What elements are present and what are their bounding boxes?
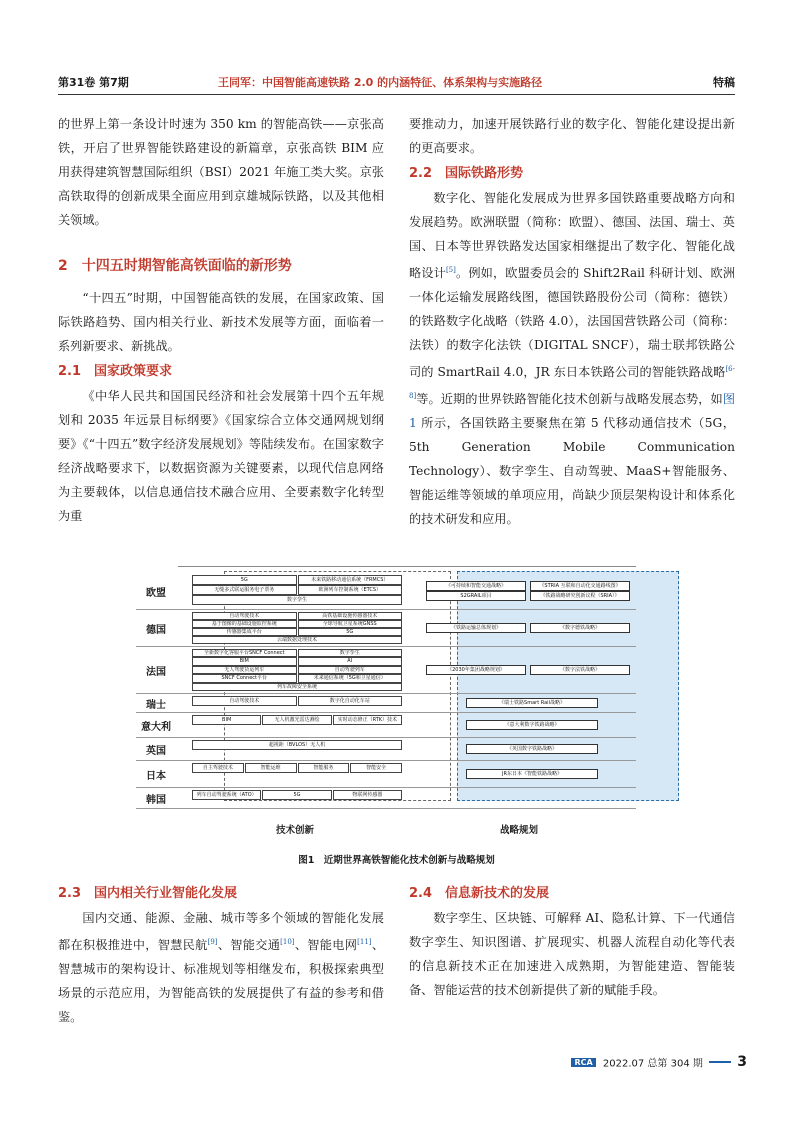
text-run: 、智能交通: [217, 938, 281, 953]
text-run: 国内交通、能源、金融、城市等多个领域的智能化发展都在积极推进中，智慧民航: [58, 911, 384, 953]
figure-row: [136, 610, 636, 647]
strategy-tag: 《数字法铁战略》: [530, 665, 630, 675]
figure-row: [136, 694, 636, 713]
citation-10[interactable]: [10]: [280, 938, 295, 946]
tech-tag: 智能安全: [350, 763, 402, 773]
tech-tag: SNCF Connect平台: [192, 674, 297, 682]
tech-tag: BIM: [192, 657, 297, 665]
tech-tag: 未来铁路移动通信系统（FRMCS）: [298, 575, 403, 585]
paragraph: 要推动力，加速开展铁路行业的数字化、智能化建设提出新的更高要求。: [409, 117, 735, 155]
issue-info: 2022.07 总第 304 期: [602, 1058, 703, 1070]
tech-tag: 自主驾驶技术: [192, 763, 244, 773]
tech-tag: 云端数据处理技术: [192, 636, 402, 644]
arrow-icon: [709, 1061, 731, 1063]
strategy-tag: 《瑞士铁路Smart Rail战略》: [466, 698, 598, 708]
column-label: 特稿: [713, 76, 735, 89]
running-header: [58, 74, 735, 92]
strategy-tag: 《铁路战略研究创新议程（SRIA）》: [530, 591, 630, 601]
strategy-tag: 《英国数字铁路战略》: [466, 744, 598, 754]
right-column-bottom: [409, 882, 735, 1002]
tech-tag: 智能运维: [245, 763, 297, 773]
strategy-tag: 《数字德铁战略》: [530, 623, 630, 633]
strategy-tag: 《可持续和智能交通战略》: [426, 581, 526, 591]
tech-tag: BIM: [192, 715, 261, 725]
figure-country-label: 英国: [146, 746, 166, 757]
tech-tag: 智能服务: [298, 763, 350, 773]
tech-tag: 无缝多式联运服务电子票务: [192, 585, 297, 595]
strategy-tag: JR东日本《智能铁路战略》: [466, 769, 598, 779]
figure-row: [136, 713, 636, 738]
figure-country-label: 日本: [146, 771, 166, 782]
subsection-heading-2-3: 2.3 国内相关行业智能化发展: [58, 886, 238, 901]
figure-row: [136, 573, 636, 610]
figure-row: [136, 761, 636, 788]
strategy-tag: 《STRIA 互联和自动化交通路线图》: [530, 581, 630, 591]
strategy-tag: 《意大利数字铁路战略》: [466, 720, 598, 730]
section-heading-2: 2 十四五时期智能高铁面临的新形势: [58, 258, 292, 274]
text-run: 、智能电网: [294, 938, 358, 953]
subsection-heading-2-2: 2.2 国际铁路形势: [409, 166, 524, 181]
figure-grid: [141, 566, 636, 806]
figure-row: [136, 738, 636, 761]
tech-tag: 欧洲列车控制系统（ETCS）: [298, 585, 403, 595]
strategy-tag: 《2030年集团战略规划》: [426, 665, 526, 675]
tech-tag: 数字孪生: [298, 649, 403, 657]
paragraph: [58, 906, 384, 1029]
volume-issue: 第31卷 第7期: [58, 76, 129, 89]
left-column-top: [58, 112, 384, 528]
tech-tag: 自动驾驶列车: [298, 666, 403, 674]
tech-tag: 5G: [192, 575, 297, 585]
tech-tag: 高铁基础设施传感器技术: [298, 612, 403, 620]
subsection-heading-2-1: 2.1 国家政策要求: [58, 364, 173, 379]
paragraph: “十四五”时期，中国智能高铁的发展，在国家政策、国际铁路趋势、国内相关行业、新技术发展等方面，面临着一系列新要求、新挑战。: [58, 291, 384, 353]
figure-country-label: 韩国: [146, 795, 166, 806]
page-footer: [571, 1054, 747, 1070]
citation-11[interactable]: [11]: [357, 938, 372, 946]
left-column-bottom: [58, 882, 384, 1029]
page-number: 3: [737, 1054, 747, 1070]
tech-tag: 全新数字化客服平台SNCF Connect: [192, 649, 297, 657]
text-run: 。例如，欧盟委员会的 Shift2Rail 科研计划、欧洲一体化运输发展路线图，德国铁路股份公司（简称：德铁）的铁路数字化战略（铁路 4.0），法国国营铁路公司（简称：法铁）的数字化法铁（DIGITAL SNCF），瑞士联邦铁路公司的 SmartRail 4.0，JR 东日本铁路公司的智能铁路战略: [409, 266, 736, 380]
axis-label-strategy: 战略规划: [500, 825, 539, 836]
tech-tag: 列车故障安全系统: [192, 683, 402, 691]
figure-link[interactable]: 图 1: [409, 392, 735, 431]
tech-tag: 超视距（BVLOS）无人机: [192, 740, 402, 750]
figure-country-label: 法国: [146, 667, 166, 678]
citation-6-8[interactable]: [6-8]: [409, 365, 735, 401]
axis-label-tech: 技术创新: [276, 825, 315, 836]
header-rule: [58, 94, 735, 95]
tech-tag: 无人驾驶货运列车: [192, 666, 297, 674]
tech-tag: 自动驾驶技术: [192, 696, 297, 706]
figure-country-label: 德国: [146, 625, 166, 636]
figure-country-label: 瑞士: [146, 700, 166, 711]
figure-1: [136, 566, 656, 850]
citation-5[interactable]: [5]: [445, 266, 456, 274]
text-run: 所示，各国铁路主要聚焦在第 5 代移动通信技术（5G，5th Generation Mobile Communication Technology）、数字孪生、自动驾驶、MaaS+智能服务、智能运维等领域的单项应用，尚缺少顶层架构设计和体系化的技术研发和应用。: [409, 416, 735, 527]
tech-tag: 列车自动驾驶系统（ATO）: [192, 790, 261, 800]
tech-tag: 自动驾驶技术: [192, 612, 297, 620]
tech-tag: 物联网传感器: [333, 790, 402, 800]
figure-caption: 图1 近期世界高铁智能化技术创新与战略规划: [298, 855, 495, 866]
tech-tag: 基于图像的基础设施监控系统: [192, 620, 297, 628]
paragraph: 《中华人民共和国国民经济和社会发展第十四个五年规划和 2035 年远景目标纲要》《国家综合立体交通网规划纲要》《“十四五”数字经济发展规划》等陆续发布。在国家数字经济战略要求下，以数据资源为关键要素，以现代信息网络为主要载体，以信息通信技术融合应用、全要素数字化转型为重: [58, 389, 384, 523]
tech-tag: 未来通信系统（5G和卫星通信）: [298, 674, 403, 682]
text-run: 数字化、智能化发展成为世界多国铁路重要战略方向和发展趋势。欧洲联盟（简称：欧盟）、德国、法国、瑞士、英国、日本等世界铁路发达国家相继提出了数字化、智能化战略设计: [409, 191, 735, 281]
paragraph: [409, 186, 735, 531]
figure-country-label: 欧盟: [146, 588, 166, 599]
tech-tag: 数字化自动化车站: [298, 696, 403, 706]
text-run: 等。近期的世界铁路智能化技术创新与战略发展态势，如: [416, 392, 723, 407]
figure-row: [136, 788, 636, 809]
right-column-top: [409, 112, 735, 531]
journal-badge: RCA: [571, 1058, 595, 1067]
tech-tag: 5G: [262, 790, 331, 800]
tech-tag: 5G: [298, 628, 403, 636]
tech-tag: 数字孪生: [192, 595, 402, 605]
figure-country-label: 意大利: [141, 722, 171, 733]
text-run: 、智慧城市的架构设计、标准规划等相继发布，积极探索典型场景的示范应用，为智能高铁的发展提供了有益的参考和借鉴。: [58, 938, 385, 1025]
article-running-title: 王同军：中国智能高速铁路 2.0 的内涵特征、体系架构与实施路径: [218, 76, 543, 89]
citation-9[interactable]: [9]: [207, 938, 218, 946]
tech-tag: 全球导航卫星系统GNSS: [298, 620, 403, 628]
tech-tag: 传感器集成平台: [192, 628, 297, 636]
strategy-tag: S2GRAIL项目: [426, 591, 526, 601]
figure-row: [136, 647, 636, 694]
tech-tag: AI: [298, 657, 403, 665]
strategy-tag: 《铁路运输总体规划》: [426, 623, 526, 633]
subsection-heading-2-4: 2.4 信息新技术的发展: [409, 886, 550, 901]
tech-tag: 无人机激光雷达测绘: [262, 715, 331, 725]
tech-tag: 实时动态修正（RTK）技术: [333, 715, 402, 725]
paragraph: 数字孪生、区块链、可解释 AI、隐私计算、下一代通信数字孪生、知识图谱、扩展现实、机器人流程自动化等代表的信息新技术正在加速进入成熟期，为智能建造、智能装备、智能运营的技术创新提供了新的赋能手段。: [409, 911, 735, 997]
paragraph: 的世界上第一条设计时速为 350 km 的智能高铁——京张高铁，开启了世界智能铁路建设的新篇章，京张高铁 BIM 应用获得建筑智慧国际组织（BSI）2021 年施工类大奖。京张高铁取得的创新成果全面应用到京雄城际铁路，以及其他相关领域。: [58, 117, 384, 227]
